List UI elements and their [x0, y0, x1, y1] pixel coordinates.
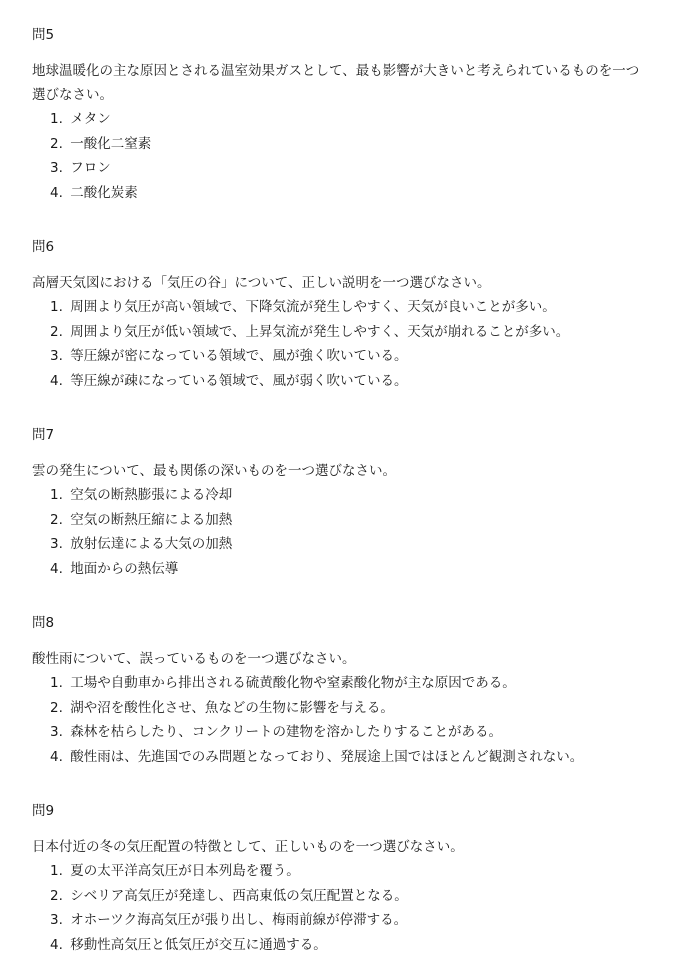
option-item: 2. シベリア高気圧が発達し、西高東低の気圧配置となる。 [50, 887, 408, 904]
option-item: 2. 周囲より気圧が低い領域で、上昇気流が発生しやすく、天気が崩れることが多い。 [50, 323, 570, 340]
option-item: 3. 等圧線が密になっている領域で、風が強く吹いている。 [50, 348, 408, 364]
question-text: 酸性雨について、誤っているものを一つ選びなさい。 [32, 651, 356, 667]
option-text: フロン [70, 160, 111, 176]
option-text: 周囲より気圧が低い領域で、上昇気流が発生しやすく、天気が崩れることが多い。 [70, 323, 570, 340]
document-page [32, 23, 652, 957]
option-text: 移動性高気圧と低気圧が交互に通過する。 [70, 936, 327, 953]
option-text: 等圧線が密になっている領域で、風が強く吹いている。 [70, 348, 408, 364]
option-text: 周囲より気圧が高い領域で、下降気流が発生しやすく、天気が良いことが多い。 [70, 299, 556, 315]
option-item: 2. 一酸化二窒素 [50, 135, 152, 152]
option-text: 森林を枯らしたり、コンクリートの建物を溶かしたりすることがある。 [70, 724, 503, 740]
option-item: 1. メタン [50, 111, 111, 127]
question-heading: 問6 [32, 239, 55, 255]
option-text: メタン [70, 111, 111, 127]
question-5 [32, 23, 652, 205]
question-6 [32, 235, 652, 393]
question-text: 地球温暖化の主な原因とされる温室効果ガスとして、最も影響が大きいと考えられているものを一つ選びなさい。 [32, 63, 640, 103]
option-text: 夏の太平洋高気圧が日本列島を覆う。 [70, 863, 300, 879]
option-text: シベリア高気圧が発達し、西高東低の気圧配置となる。 [70, 887, 408, 904]
option-text: オホーツク海高気圧が張り出し、梅雨前線が停滞する。 [70, 912, 408, 928]
option-text: 一酸化二窒素 [70, 135, 152, 152]
option-list [32, 107, 652, 205]
option-list [32, 295, 652, 393]
option-text: 地面からの熱伝導 [70, 560, 179, 577]
option-item: 4. 地面からの熱伝導 [50, 560, 179, 577]
option-item: 3. 森林を枯らしたり、コンクリートの建物を溶かしたりすることがある。 [50, 724, 503, 740]
question-text: 高層天気図における「気圧の谷」について、正しい説明を一つ選びなさい。 [32, 275, 491, 291]
option-text: 工場や自動車から排出される硫黄酸化物や窒素酸化物が主な原因である。 [70, 675, 516, 691]
option-text: 二酸化炭素 [70, 184, 138, 201]
option-item: 2. 湖や沼を酸性化させ、魚などの生物に影響を与える。 [50, 699, 394, 716]
option-item: 3. 放射伝達による大気の加熱 [50, 536, 233, 552]
option-item: 3. フロン [50, 160, 111, 176]
question-heading: 問5 [32, 27, 55, 43]
option-list [32, 483, 652, 581]
option-item: 2. 空気の断熱圧縮による加熱 [50, 511, 233, 528]
option-item: 1. 夏の太平洋高気圧が日本列島を覆う。 [50, 863, 300, 879]
option-text: 酸性雨は、先進国でのみ問題となっており、発展途上国ではほとんど観測されない。 [70, 748, 584, 765]
option-list [32, 671, 652, 769]
option-item: 1. 工場や自動車から排出される硫黄酸化物や窒素酸化物が主な原因である。 [50, 675, 516, 691]
option-item: 4. 二酸化炭素 [50, 184, 138, 201]
option-item: 1. 周囲より気圧が高い領域で、下降気流が発生しやすく、天気が良いことが多い。 [50, 299, 556, 315]
option-item: 4. 移動性高気圧と低気圧が交互に通過する。 [50, 936, 327, 953]
option-item: 4. 等圧線が疎になっている領域で、風が弱く吹いている。 [50, 372, 408, 389]
option-text: 等圧線が疎になっている領域で、風が弱く吹いている。 [70, 372, 408, 389]
question-heading: 問9 [32, 803, 55, 819]
option-item: 4. 酸性雨は、先進国でのみ問題となっており、発展途上国ではほとんど観測されない。 [50, 748, 584, 765]
question-7 [32, 423, 652, 581]
question-9 [32, 799, 652, 957]
option-item: 3. オホーツク海高気圧が張り出し、梅雨前線が停滞する。 [50, 912, 408, 928]
option-text: 空気の断熱膨張による冷却 [70, 487, 233, 503]
option-text: 湖や沼を酸性化させ、魚などの生物に影響を与える。 [70, 699, 394, 716]
option-item: 1. 空気の断熱膨張による冷却 [50, 487, 233, 503]
option-text: 空気の断熱圧縮による加熱 [70, 511, 233, 528]
option-text: 放射伝達による大気の加熱 [70, 536, 233, 552]
question-8 [32, 611, 652, 769]
question-heading: 問8 [32, 615, 55, 631]
question-text: 雲の発生について、最も関係の深いものを一つ選びなさい。 [32, 463, 396, 479]
question-heading: 問7 [32, 427, 55, 443]
question-text: 日本付近の冬の気圧配置の特徴として、正しいものを一つ選びなさい。 [32, 839, 464, 855]
option-list [32, 859, 652, 957]
